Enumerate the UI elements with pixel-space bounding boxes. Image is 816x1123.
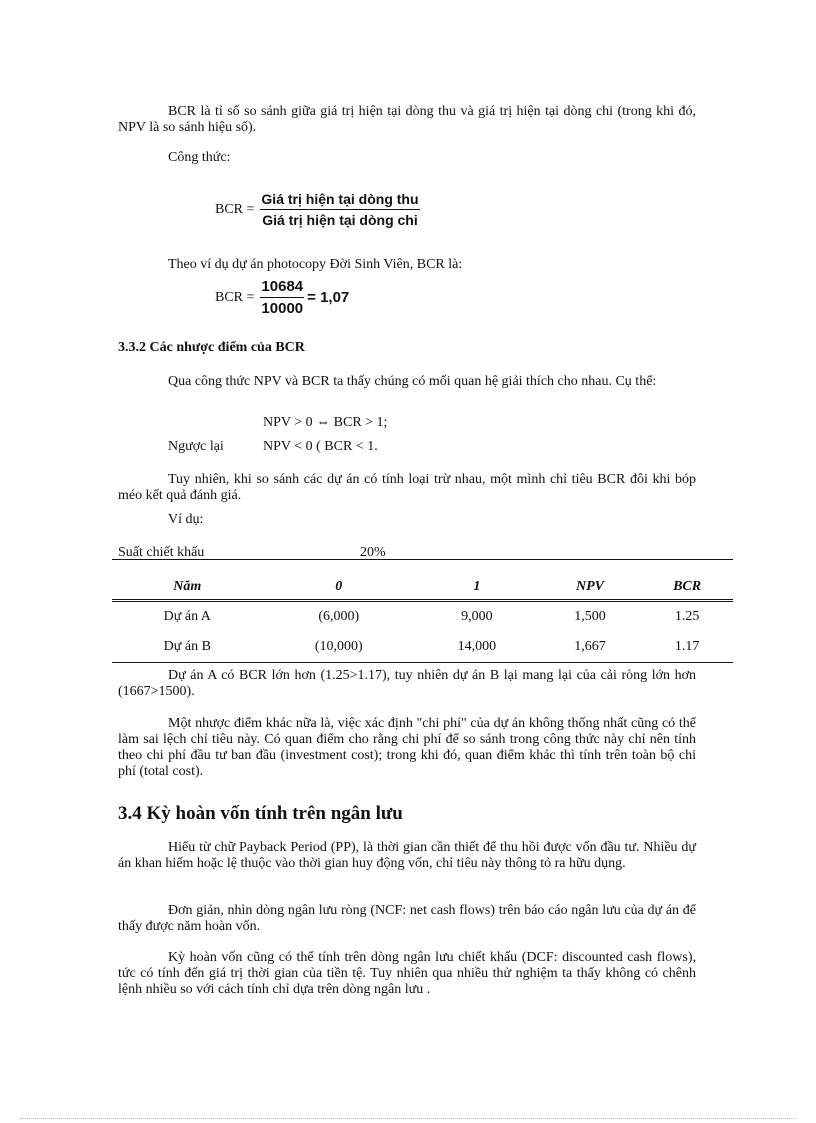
example-intro: Theo ví dụ dự án photocopy Đời Sinh Viên, BCR là: <box>168 257 463 272</box>
table-row <box>112 632 733 663</box>
header-0: 0 <box>263 575 415 601</box>
ncf-paragraph: Đơn giản, nhìn dòng ngân lưu ròng (NCF: net cash flows) trên báo cáo ngân lưu của dự án để thấy được năm hoàn vốn. <box>118 903 696 934</box>
cell-year1: 9,000 <box>461 609 493 624</box>
bcr-example-result: = 1,07 <box>307 289 350 306</box>
table-header-row <box>112 575 733 601</box>
section-34-heading: 3.4 Kỳ hoàn vốn tính trên ngân lưu <box>118 803 403 824</box>
bcr-example-numerator: 10684 <box>260 278 304 298</box>
cell-bcr: 1.25 <box>674 609 700 624</box>
bcr-formula-numerator: Giá trị hiện tại dòng thu <box>260 191 419 210</box>
section-332-heading: 3.3.2 Các nhược điểm của BCR <box>118 340 305 355</box>
relation-intro: Qua công thức NPV và BCR ta thấy chúng có mối quan hệ giải thích cho nhau. Cụ thể: <box>168 374 657 389</box>
after-table-paragraph: Dự án A có BCR lớn hơn (1.25>1.17), tuy nhiên dự án B lại mang lại của cải ròng lớn hơn (1667>1500). <box>118 668 696 699</box>
header-1: 1 <box>415 575 539 601</box>
cell-project: Dự án A <box>163 609 211 624</box>
header-year: Năm <box>112 575 263 601</box>
bcr-formula-denominator: Giá trị hiện tại dòng chi <box>262 212 418 228</box>
relation-line-2: NPV < 0 ( BCR < 1. <box>263 439 378 454</box>
cell-project: Dự án B <box>112 632 263 663</box>
cell-bcr: 1.17 <box>641 632 733 663</box>
relation-line-1: NPV > 0 ⇔ BCR > 1; <box>263 415 388 430</box>
page-bottom-border <box>20 1118 796 1119</box>
bcr-example-lhs: BCR = <box>215 289 255 305</box>
relation-line-2-prefix: Ngược lại <box>168 439 224 454</box>
pp-paragraph: Hiểu từ chữ Payback Period (PP), là thời gian cần thiết để thu hồi được vốn đầu tư. Nhiều dự án khan hiếm hoặc lệ thuộc vào thời gian huy động vốn, chỉ tiêu này thông tỏ ra hữu dụng. <box>118 840 696 871</box>
table-row <box>112 601 733 633</box>
discount-value: 20% <box>360 545 386 560</box>
cell-year0: (10,000) <box>263 632 415 663</box>
bcr-formula-lhs: BCR = <box>215 201 255 217</box>
dcf-paragraph: Kỳ hoàn vốn cũng có thể tính trên dòng ngân lưu chiết khấu (DCF: discounted cash flows), tức có tính đến giá trị thời gian của tiền tệ. Tuy nhiên qua nhiều thử nghiệm ta thấy không có chênh lệnh nhiều so với cách tính chỉ dựa trên dòng ngân lưu . <box>118 950 696 997</box>
another-weakness-paragraph: Một nhược điểm khác nữa là, việc xác định "chi phí" của dự án không thống nhất cũng có thể làm sai lệch chỉ tiêu này. Có quan điểm cho rằng chi phí để so sánh trong công thức này chỉ nên tính theo chi phí đầu tư ban đầu (investment cost); trong khi đó, quan điểm khác thì tính trên toàn bộ chi phí (total cost). <box>118 716 696 779</box>
discount-label: Suất chiết khấu <box>118 545 205 560</box>
formula-label: Công thức: <box>168 150 231 165</box>
header-npv: NPV <box>539 575 641 601</box>
bcr-formula <box>215 191 420 228</box>
cell-npv: 1,500 <box>574 609 606 624</box>
discount-row <box>112 545 733 560</box>
header-bcr: BCR <box>641 575 733 601</box>
bcr-example-formula <box>215 278 349 317</box>
intro-paragraph: BCR là tỉ số so sánh giữa giá trị hiện tại dòng thu và giá trị hiện tại dòng chi (trong khi đó, NPV là so sánh hiệu số). <box>118 104 696 135</box>
cell-year1: 14,000 <box>415 632 539 663</box>
however-paragraph: Tuy nhiên, khi so sánh các dự án có tính loại trừ nhau, một mình chỉ tiêu BCR đôi khi bóp méo kết quả đánh giá. <box>118 472 696 503</box>
cell-year0: (6,000) <box>318 609 360 624</box>
bcr-example-denominator: 10000 <box>261 300 304 317</box>
example-label: Ví dụ: <box>168 512 204 527</box>
comparison-table <box>112 575 733 663</box>
cell-npv: 1,667 <box>539 632 641 663</box>
